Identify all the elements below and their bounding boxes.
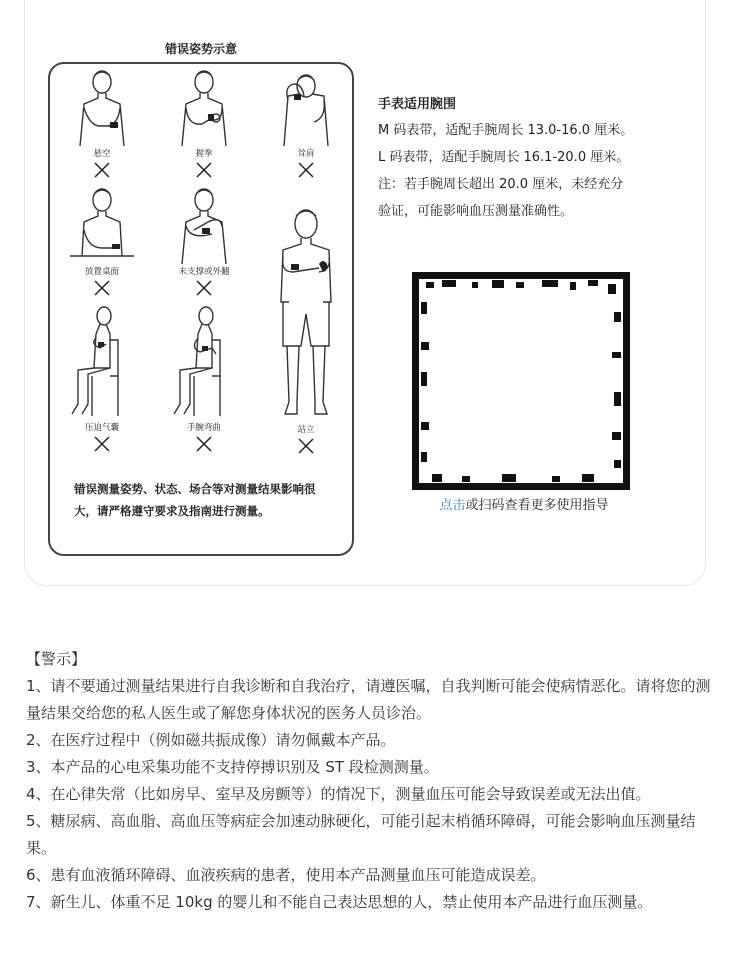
person-upper-body-illustration (274, 68, 338, 148)
person-upper-body-illustration (172, 68, 236, 148)
seated-person-illustration (70, 304, 134, 422)
person-upper-body-illustration (172, 186, 236, 266)
posture-caption: 手腕弯曲 (186, 423, 221, 433)
posture-caption: 站立 (297, 425, 315, 435)
warning-item: 1、请不要通过测量结果进行自我诊断和自我治疗，请遵医嘱，自我判断可能会使病情恶化。请将您的测量结果交给您的私人医生或了解您身体状况的医务人员诊治。 (26, 677, 711, 722)
posture-caption: 放置桌面 (84, 267, 119, 277)
wrong-x-icon (298, 162, 314, 178)
wrong-x-icon (94, 436, 110, 452)
guide-link[interactable]: 点击 (439, 498, 466, 513)
warning-item: 6、患有血液循环障碍、血液疾病的患者，使用本产品测量血压可能造成误差。 (26, 866, 546, 884)
qr-caption (378, 494, 670, 513)
qr-caption-text: 或扫码查看更多使用指导 (465, 498, 609, 513)
wrist-fit-line: 注：若手腕周长超出 20.0 厘米，未经充分 (378, 177, 624, 192)
posture-chest-pressed (54, 304, 150, 452)
qr-code[interactable] (412, 272, 630, 490)
gallery-title: 错误姿势示意 (164, 42, 237, 56)
wrist-fit-info (378, 92, 708, 225)
posture-caption: 压迫气囊 (84, 423, 119, 433)
posture-wrist-bent (156, 304, 252, 452)
posture-fist (156, 68, 252, 178)
wrong-x-icon (196, 280, 212, 296)
posture-shrug (258, 68, 354, 178)
warnings-title: 【警示】 (26, 650, 87, 668)
posture-suspended (54, 68, 150, 178)
warning-item: 4、在心律失常（比如房早、室早及房颤等）的情况下，测量血压可能会导致误差或无法出值。 (26, 785, 651, 803)
warning-item: 3、本产品的心电采集功能不支持停搏识别及 ST 段检测测量。 (26, 758, 439, 776)
person-upper-body-illustration (70, 68, 134, 148)
standing-person-illustration (271, 206, 341, 424)
wrong-x-icon (94, 280, 110, 296)
wrong-x-icon (196, 436, 212, 452)
posture-caption: 耸肩 (297, 149, 315, 159)
seated-person-illustration (172, 304, 236, 422)
wrist-fit-line: M 码表带，适配手腕周长 13.0-16.0 厘米。 (378, 123, 634, 138)
warnings-section (26, 646, 716, 916)
wrist-fit-line: 验证，可能影响血压测量准确性。 (378, 204, 574, 219)
wrong-x-icon (298, 438, 314, 454)
posture-unsupported (156, 186, 252, 296)
posture-caption: 未支撑或外翻 (178, 267, 230, 277)
wrong-x-icon (94, 162, 110, 178)
gallery-note: 错误测量姿势、状态、场合等对测量结果影响很大，请严格遵守要求及指南进行测量。 (74, 482, 316, 518)
wrong-x-icon (196, 162, 212, 178)
wrist-fit-line: L 码表带，适配手腕周长 16.1-20.0 厘米。 (378, 150, 630, 165)
warning-item: 7、新生儿、体重不足 10kg 的婴儿和不能自己表达思想的人，禁止使用本产品进行血压测量。 (26, 893, 653, 911)
person-at-desk-illustration (70, 186, 134, 266)
posture-caption: 悬空 (93, 149, 111, 159)
wrist-fit-title: 手表适用腕围 (378, 97, 457, 112)
posture-standing (258, 206, 354, 454)
posture-caption: 握拳 (195, 149, 213, 159)
posture-on-desk (54, 186, 150, 296)
warning-item: 2、在医疗过程中（例如磁共振成像）请勿佩戴本产品。 (26, 731, 396, 749)
warning-item: 5、糖尿病、高血脂、高血压等病症会加速动脉硬化，可能引起末梢循环障碍，可能会影响血压测量结果。 (26, 812, 696, 857)
